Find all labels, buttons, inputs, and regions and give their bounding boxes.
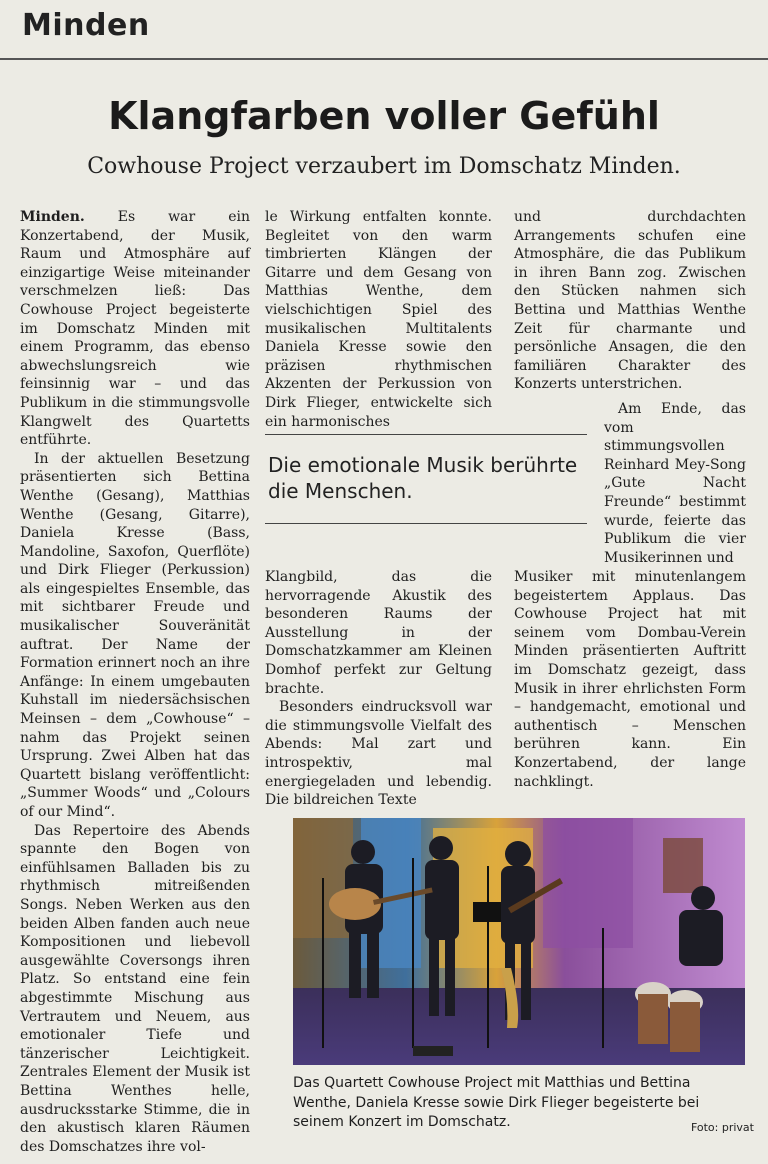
paragraph-6: Besonders eindrucksvoll war die stimmungsvolle Vielfalt des Abends: Mal zart und introspektiv, mal energiegeladen und lebendig. Die bildreichen Texte	[265, 699, 492, 809]
pullquote-rule-bottom	[265, 523, 587, 524]
paragraph-3: Das Repertoire des Abends spannte den Bogen von einfühlsamen Balladen bis zu rhythmisch mitreißenden Songs. Neben Werken aus den beiden Alben fanden auch neue Kompositionen und liebevoll ausgewählte Coversongs ihren Platz. So entstand eine fein abgestimmte Mischung aus Vertrautem und Neuem, aus emotionaler Tiefe und tänzerischer Leichtigkeit. Zentrales Element der Musik ist Bettina Wenthes helle, ausdrucksstarke Stimme, die in den akustisch klaren Räumen des Domschatzes ihre vol-	[20, 822, 250, 1155]
paragraph-7: und durchdachten Arrangements schufen eine Atmosphäre, die das Publikum in ihren Bann zog. Zwischen den Stücken nahmen sich Bettina und Matthias Wenthe Zeit für charmante und persönliche Ansagen, die den familiären Charakter des Konzerts unterstrichen.	[514, 209, 746, 393]
article-column-2-top	[265, 208, 492, 431]
paragraph-5: Klangbild, das die hervorragende Akustik des besonderen Raums der Ausstellung in der Domschatzkammer am Kleinen Domhof perfekt zur Geltung brachte.	[265, 569, 492, 697]
pullquote-rule-top	[265, 434, 587, 435]
paragraph-2: In der aktuellen Besetzung präsentierten sich Bettina Wenthe (Gesang), Matthias Wenthe (Gesang, Gitarre), Daniela Kresse (Bass, Mandoline, Saxofon, Querflöte) und Dirk Flieger (Perkussion) als eingespieltes Ensemble, das mit sichtbarer Freude und musikalischer Souveränität auftrat. Der Name der Formation erinnert noch an ihre Anfänge: In einem umgebauten Kuhstall im niedersächsischen Meinsen – dem „Cowhouse“ – nahm das Projekt seinen Ursprung. Zwei Alben hat das Quartett bislang veröffentlicht: „Summer Woods“ und „Colours of our Mind“.	[20, 450, 250, 820]
article-column-2-bottom	[265, 568, 492, 810]
pullquote: Die emotionale Musik berührte die Menschen.	[268, 453, 578, 503]
article-column-3-top	[514, 208, 746, 394]
concert-photo	[293, 818, 745, 1065]
paragraph-4: le Wirkung entfalten konnte. Begleitet von den warm timbrierten Klängen der Gitarre und dem Gesang von Matthias Wenthe, dem vielschichtigen Spiel des musikalischen Multitalents Daniela Kresse sowie den präzisen rhythmischen Akzenten der Perkussion von Dirk Flieger, entwickelte sich ein harmonisches	[265, 209, 492, 430]
paragraph-1-text: Es war ein Konzertabend, der Musik, Raum und Atmosphäre auf einzigartige Weise miteinander verschmelzen ließ: Das Cowhouse Project begeisterte im Domschatz Minden mit einem Programm, das ebenso abwechslungsreich wie feinsinnig war – und das Publikum in die stimmungsvolle Klangwelt des Quartetts entführte.	[20, 209, 250, 449]
header-rule	[0, 58, 768, 60]
article-subhead: Cowhouse Project verzaubert im Domschatz Minden.	[87, 154, 681, 179]
article-column-3-narrow	[604, 400, 746, 567]
dateline: Minden.	[20, 209, 85, 225]
paragraph-9: Musiker mit minutenlangem begeistertem Applaus. Das Cowhouse Project hat mit seinem vom Dombau-Verein Minden präsentierten Auftritt im Domschatz gezeigt, dass Musik in ihrer ehrlichsten Form – handgemacht, emotional und authentisch – Menschen berühren kann. Ein Konzertabend, der lange nachklingt.	[514, 569, 746, 790]
article-column-3-bottom	[514, 568, 746, 791]
paragraph-1	[20, 208, 250, 450]
photo-caption: Das Quartett Cowhouse Project mit Matthias und Bettina Wenthe, Daniela Kresse sowie Dirk Flieger begeisterte bei seinem Konzert im Domschatz.	[293, 1075, 700, 1130]
article-column-1	[20, 208, 250, 1156]
photo-credit: Foto: privat	[690, 1121, 754, 1134]
paragraph-8: Am Ende, das vom stimmungsvollen Reinhard Mey-Song „Gute Nacht Freunde“ bestimmt wurde, feierte das Publikum die vier Musikerinnen und	[604, 401, 746, 566]
concert-photo-illustration	[293, 818, 745, 1065]
section-title: Minden	[22, 8, 150, 43]
article-headline: Klangfarben voller Gefühl	[108, 94, 660, 138]
